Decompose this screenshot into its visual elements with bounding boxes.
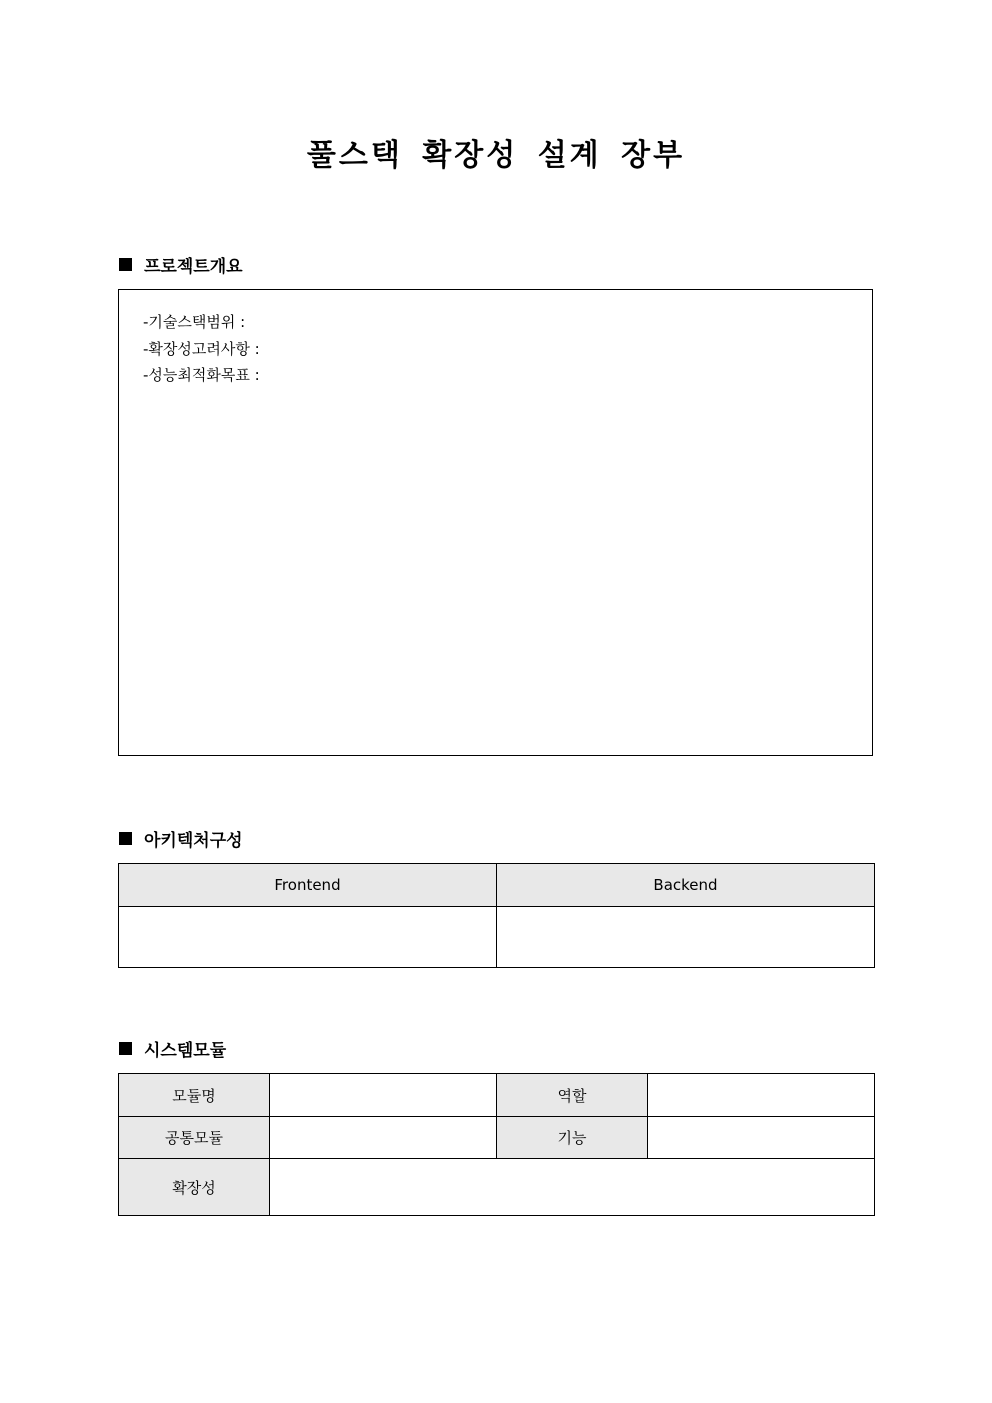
square-bullet-icon [119,258,132,271]
table-row [119,1117,875,1159]
role-cell[interactable] [648,1074,875,1117]
document-title: 풀스택 확장성 설계 장부 [306,138,686,173]
scalability-label: 확장성 [119,1159,270,1216]
common-module-label: 공통모듈 [119,1117,270,1159]
scalability-cell[interactable] [270,1159,875,1216]
overview-line-performance: -성능최적화목표 : [143,366,260,384]
overview-line-scalability: -확장성고려사항 : [143,339,260,358]
table-row [119,1074,875,1117]
square-bullet-icon [119,1042,132,1055]
table-row [119,907,875,968]
modules-table [118,1073,875,1216]
common-module-cell[interactable] [270,1117,497,1159]
frontend-header: Frontend [119,864,497,907]
backend-header: Backend [497,864,875,907]
table-row [119,864,875,907]
modules-heading [119,1035,226,1061]
architecture-heading-label: 아키텍처구성 [144,830,243,851]
module-name-cell[interactable] [270,1074,497,1117]
modules-heading-label: 시스템모듈 [144,1040,227,1061]
square-bullet-icon [119,832,132,845]
role-label: 역할 [497,1074,648,1117]
backend-cell[interactable] [497,907,875,968]
architecture-heading [119,825,243,851]
frontend-cell[interactable] [119,907,497,968]
overview-line-tech-stack: -기술스택범위 : [143,313,246,331]
table-row [119,1159,875,1216]
module-name-label: 모듈명 [119,1074,270,1117]
overview-box[interactable] [118,289,873,756]
function-label: 기능 [497,1117,648,1159]
function-cell[interactable] [648,1117,875,1159]
architecture-table [118,863,875,968]
overview-heading-label: 프로젝트개요 [144,256,243,277]
overview-heading [119,251,243,277]
